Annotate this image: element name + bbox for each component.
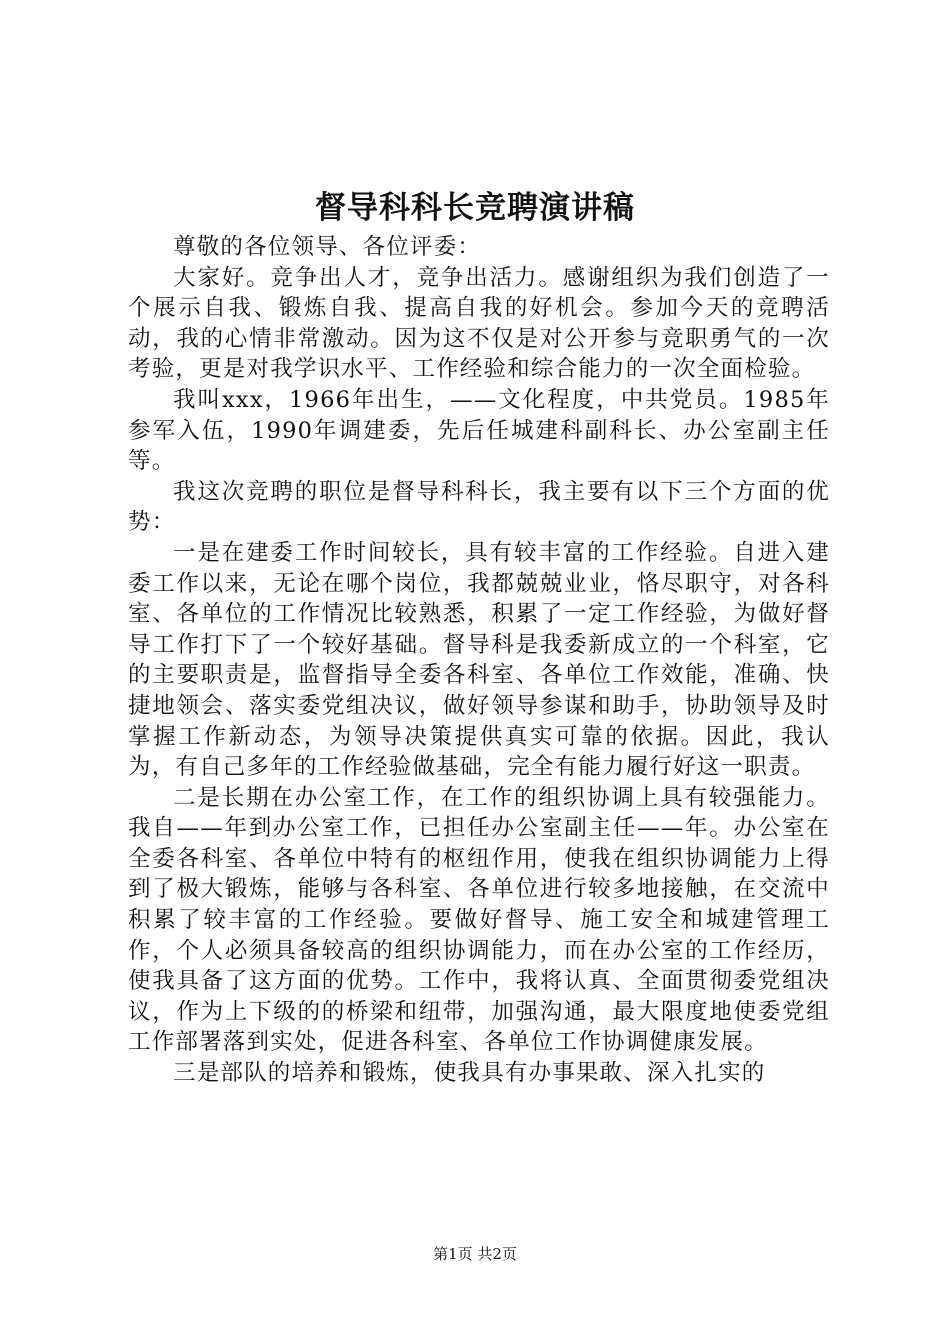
position-paragraph: 我这次竞聘的职位是督导科科长，我主要有以下三个方面的优势： <box>128 478 830 536</box>
salutation-paragraph: 尊敬的各位领导、各位评委： <box>173 234 482 260</box>
advantage-one-paragraph: 一是在建委工作时间较长，具有较丰富的工作经验。自进入建委工作以来，无论在哪个岗位，我都兢兢业业，恪尽职守，对各科室、各单位的工作情况比较熟悉，积累了一定工作经验，为做好督导工作打下了一个较好基础。督导科是我委新成立的一个科室，它的主要职责是，监督指导全委各科室、各单位工作效能，准确、快捷地领会、落实委党组决议，做好领导参谋和助手，协助领导及时掌握工作新动态，为领导决策提供真实可靠的依据。因此，我认为，有自己多年的工作经验做基础，完全有能力履行好这一职责。 <box>128 539 830 781</box>
self-introduction-paragraph: 我叫xxx，1966年出生，——文化程度，中共党员。1985年参军入伍，1990年调建委，先后任城建科副科长、办公室副主任等。 <box>128 386 830 475</box>
document-body <box>128 232 830 1089</box>
advantage-two-paragraph: 二是长期在办公室工作，在工作的组织协调上具有较强能力。我自——年到办公室工作，已担任办公室副主任——年。办公室在全委各科室、各单位中特有的枢纽作用，使我在组织协调能力上得到了极大锻炼，能够与各科室、各单位进行较多地接触，在交流中积累了较丰富的工作经验。要做好督导、施工安全和城建管理工作，个人必须具备较高的组织协调能力，而在办公室的工作经历，使我具备了这方面的优势。工作中，我将认真、全面贯彻委党组决议，作为上下级的的桥梁和纽带，加强沟通，最大限度地使委党组工作部署落到实处，促进各科室、各单位工作协调健康发展。 <box>128 784 830 1056</box>
document-title: 督导科科长竞聘演讲稿 <box>315 190 635 226</box>
advantage-three-paragraph: 三是部队的培养和锻炼，使我具有办事果敢、深入扎实的 <box>173 1060 766 1087</box>
page-number-footer: 第1页 共2页 <box>433 1245 517 1263</box>
opening-paragraph: 大家好。竞争出人才，竞争出活力。感谢组织为我们创造了一个展示自我、锻炼自我、提高自我的好机会。参加今天的竞聘活动，我的心情非常激动。因为这不仅是对公开参与竞职勇气的一次考验，更是对我学识水平、工作经验和综合能力的一次全面检验。 <box>128 264 830 383</box>
